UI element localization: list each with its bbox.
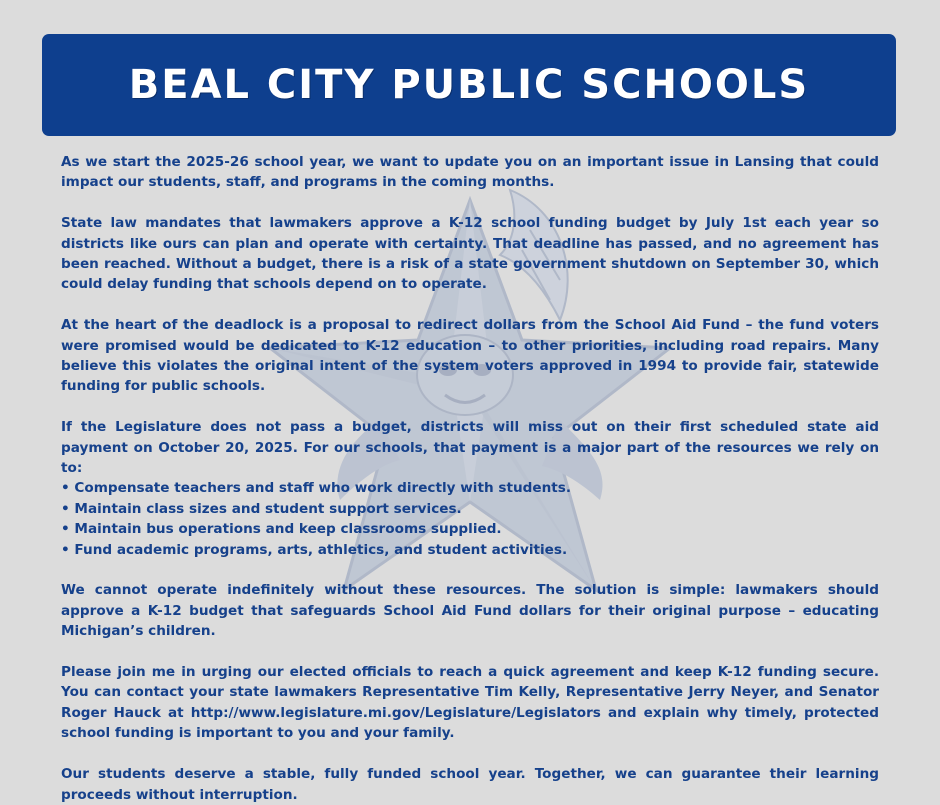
list-item: • Maintain class sizes and student support services.: [61, 499, 879, 519]
header-banner: [42, 34, 896, 136]
paragraph-budget-deadline: State law mandates that lawmakers approve a K-12 school funding budget by July 1st each year so districts like ours can plan and operate with certainty. That deadline has passed, and no agreement has been reached. Without a budget, there is a risk of a state government shutdown on September 30, which could delay funding that schools depend on to operate.: [61, 215, 879, 293]
letter-body: [61, 152, 879, 805]
list-item: • Maintain bus operations and keep classrooms supplied.: [61, 519, 879, 539]
resource-list: [61, 478, 879, 560]
paragraph-deadlock: At the heart of the deadlock is a proposal to redirect dollars from the School Aid Fund – the fund voters were promised would be dedicated to K-12 education – to other priorities, including road repairs. Many believe this violates the original intent of the system voters approved in 1994 to provide fair, statewide funding for public schools.: [61, 317, 879, 395]
list-item: • Compensate teachers and staff who work directly with students.: [61, 478, 879, 498]
page-title: BEAL CITY PUBLIC SCHOOLS: [128, 62, 810, 108]
paragraph-intro: As we start the 2025-26 school year, we want to update you on an important issue in Lansing that could impact our students, staff, and programs in the coming months.: [61, 154, 879, 191]
paragraph-payment: If the Legislature does not pass a budget, districts will miss out on their first scheduled state aid payment on October 20, 2025. For our schools, that payment is a major part of the resources we rely on to:: [61, 419, 879, 477]
paragraph-solution: We cannot operate indefinitely without these resources. The solution is simple: lawmakers should approve a K-12 budget that safeguards School Aid Fund dollars for their original purpose – educating Michigan’s children.: [61, 582, 879, 640]
list-item: • Fund academic programs, arts, athletics, and student activities.: [61, 540, 879, 560]
paragraph-closing: Our students deserve a stable, fully funded school year. Together, we can guarantee their learning proceeds without interruption.: [61, 766, 879, 803]
paragraph-call-to-action: Please join me in urging our elected officials to reach a quick agreement and keep K-12 funding secure. You can contact your state lawmakers Representative Tim Kelly, Representative Jerry Neyer, and Senator Roger Hauck at http://www.legislature.mi.gov/Legislature/Legislators and explain why timely, protected school funding is important to you and your family.: [61, 664, 879, 742]
